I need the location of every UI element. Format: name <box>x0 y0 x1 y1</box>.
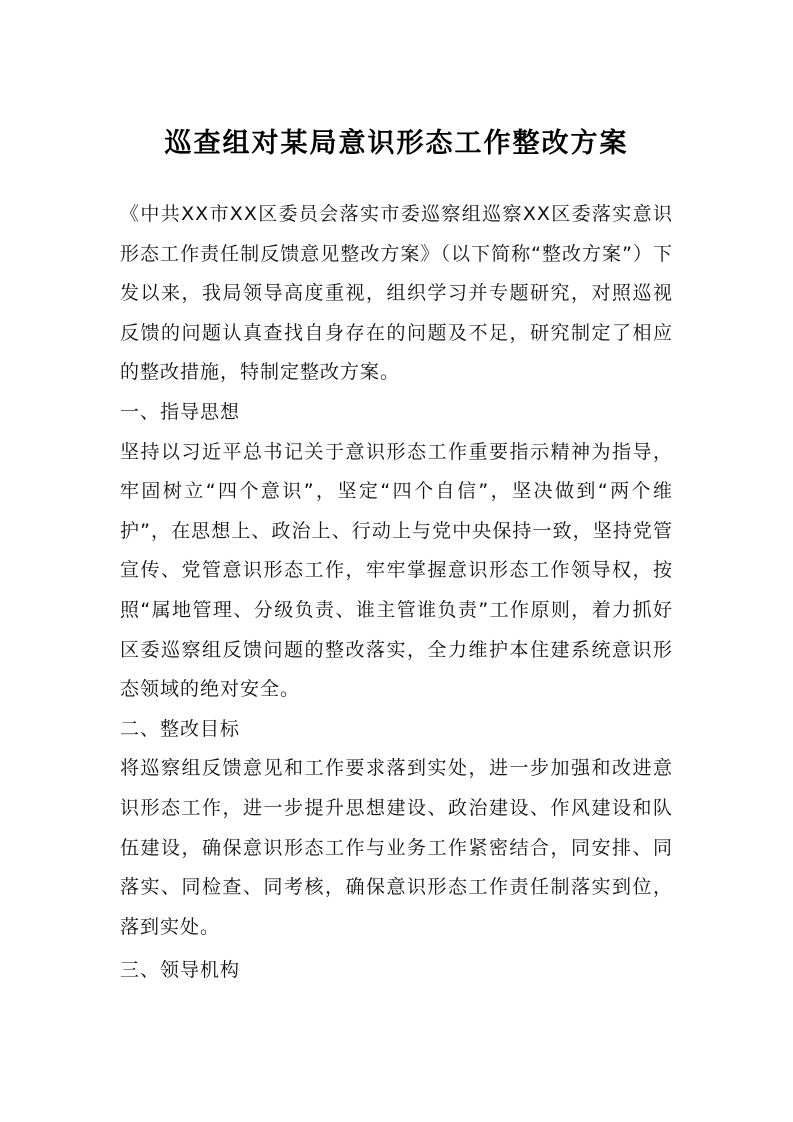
section-heading-guiding-ideology: 一、指导思想 <box>120 400 241 423</box>
section-heading-leadership-body: 三、领导机构 <box>120 959 241 982</box>
document-body <box>120 195 673 991</box>
section-paragraph-guiding-ideology: 坚持以习近平总书记关于意识形态工作重要指示精神为指导，牢固树立“四个意识”，坚定“四个自信”，坚决做到“两个维护”，在思想上、政治上、行动上与党中央保持一致，坚持党管宣传、党管意识形态工作，牢牢掌握意识形态工作领导权，按照“属地管理、分级负责、谁主管谁负责”工作原则，着力抓好区委巡察组反馈问题的整改落实，全力维护本住建系统意识形态领域的绝对安全。 <box>120 440 673 701</box>
section-paragraph-rectification-goals: 将巡察组反馈意见和工作要求落到实处，进一步加强和改进意识形态工作，进一步提升思想建设、政治建设、作风建设和队伍建设，确保意识形态工作与业务工作紧密结合，同安排、同落实、同检查、同考核，确保意识形态工作责任制落实到位，落到实处。 <box>120 757 673 938</box>
intro-paragraph: 《中共XX市XX区委员会落实市委巡察组巡察XX区委落实意识形态工作责任制反馈意见整改方案》（以下简称“整改方案”）下发以来，我局领导高度重视，组织学习并专题研究，对照巡视反馈的问题认真查找自身存在的问题及不足，研究制定了相应的整改措施，特制定整改方案。 <box>120 203 673 384</box>
document-title: 巡查组对某局意识形态工作整改方案 <box>164 128 629 159</box>
section-heading-rectification-goals: 二、整改目标 <box>120 717 241 740</box>
